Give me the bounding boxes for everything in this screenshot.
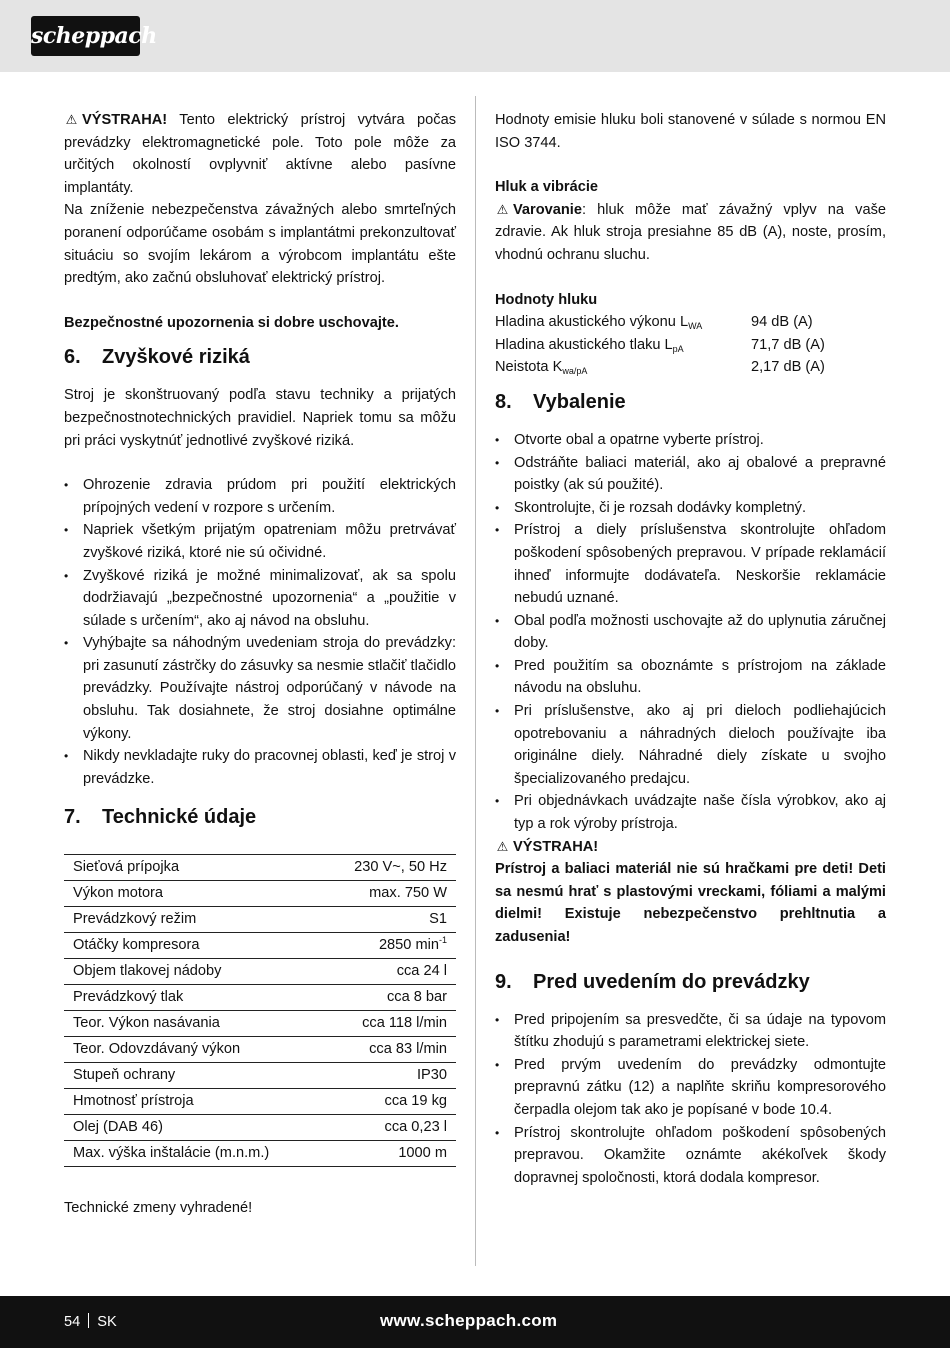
child-safety-warning-label: ⚠ VÝSTRAHA!	[495, 836, 886, 859]
section-9-heading: 9. Pred uvedením do prevádzky	[495, 970, 810, 993]
noise-value-row: Neistota $K_{wa/pA}$ 2,17 dB (A)	[495, 359, 825, 377]
unpacking-list	[495, 429, 886, 836]
technical-data-table	[64, 854, 456, 1167]
table-row: Prevádzkový tlak cca 8 bar	[64, 985, 456, 1011]
list-item: • Pred použitím sa oboznámte s prístrojom na základe návodu na obsluhu.	[495, 655, 886, 700]
table-row: Stupeň ochrany IP30	[64, 1063, 456, 1089]
emf-warning	[64, 109, 456, 199]
page-info	[64, 1311, 117, 1333]
commissioning-list	[495, 1009, 886, 1190]
keep-safety-notice: Bezpečnostné upozornenia si dobre uschovajte.	[64, 314, 399, 331]
list-item: • Otvorte obal a opatrne vyberte prístroj.	[495, 429, 886, 452]
list-item: • Ohrozenie zdravia prúdom pri použití elektrických prípojných vedení v rozpore s určením.	[64, 474, 456, 519]
table-row: Olej (DAB 46) cca 0,23 l	[64, 1115, 456, 1141]
warning-triangle-icon: ⚠	[496, 838, 509, 854]
list-item: • Pri príslušenstve, ako aj pri dieloch podliehajúcich opotrebovaniu a náhradných dieloch používajte iba originálne diely. Náhradné diely získate u svojho špecializovaného predajcu.	[495, 700, 886, 790]
list-item: • Pred prvým uvedením do prevádzky odmontujte prepravnú zátku (12) a naplňte skriňu kompresorového čerpadla olejom tak ako je popísané v bode 10.4.	[495, 1054, 886, 1122]
list-item: • Prístroj a diely príslušenstva skontrolujte ohľadom poškodení spôsobených prepravou. V prípade reklamácií ihneď informujte dodávateľa. Neskoršie reklamácie nebudú uznané.	[495, 519, 886, 609]
section-6-heading: 6. Zvyškové riziká	[64, 346, 250, 369]
list-item: • Odstráňte baliaci materiál, ako aj obalové a prepravné poistky (ak sú použité).	[495, 452, 886, 497]
table-row: Hmotnosť prístroja cca 19 kg	[64, 1089, 456, 1115]
left-column	[64, 109, 456, 1220]
table-row: Prevádzkový režim S1	[64, 907, 456, 933]
table-row: Otáčky kompresora 2850 $\min^{-1}$	[64, 933, 456, 959]
list-item: • Obal podľa možnosti uschovajte až do uplynutia záručnej doby.	[495, 610, 886, 655]
table-row: Teor. Odovzdávaný výkon cca 83 l/min	[64, 1037, 456, 1063]
list-item: • Zvyškové riziká je možné minimalizovať, ak sa spolu dodržiavajú „bezpečnostné upozornenia“ a „použitie v súlade s určením“, ako aj návod na obsluhu.	[64, 565, 456, 633]
warning-text: Tento elektrický prístroj vytvára počas prevádzky elektromagnetické pole. Toto pole môže za určitých okolností ovplyvniť aktívne alebo pasívne implantáty.	[64, 112, 456, 196]
list-item: • Pred pripojením sa presvedčte, či sa údaje na typovom štítku zhodujú s parametrami elektrickej siete.	[495, 1009, 886, 1054]
noise-value-row: Hladina akustického výkonu $L_{WA}$ 94 dB (A)	[495, 314, 813, 332]
noise-values-heading: Hodnoty hluku	[495, 291, 598, 308]
noise-emission-text: Hodnoty emisie hluku boli stanovené v súlade s normou EN ISO 3744.	[495, 112, 886, 151]
list-item: • Napriek všetkým prijatým opatreniam môžu pretrvávať zvyškové riziká, ktoré nie sú očividné.	[64, 519, 456, 564]
list-item: • Nikdy nevkladajte ruky do pracovnej oblasti, keď je stroj v prevádzke.	[64, 745, 456, 790]
warning-triangle-icon: ⚠	[496, 201, 509, 217]
list-item: • Pri objednávkach uvádzajte naše čísla výrobkov, ako aj typ a rok výroby prístroja.	[495, 790, 886, 835]
list-item: • Skontrolujte, či je rozsah dodávky kompletný.	[495, 497, 886, 520]
list-item: • Prístroj skontrolujte ohľadom poškodení spôsobených prepravou. Okamžite oznámte akékoľvek škody dopravnej spoločnosti, ktorá dodala kompresor.	[495, 1122, 886, 1190]
section-8-heading: 8. Vybalenie	[495, 390, 626, 413]
warning-label: VÝSTRAHA!	[82, 112, 168, 128]
table-row: Teor. Výkon nasávania cca 118 l/min	[64, 1011, 456, 1037]
brand-logo: scheppach	[31, 16, 140, 56]
list-item: • Vyhýbajte sa náhodným uvedeniam stroja do prevádzky: pri zasunutí zástrčky do zásuvky sa nesmie stlačiť tlačidlo prevádzky. Používajte nástroj odporúčaný v návode na obsluhu. Tak dosiahnete, že stroj dosiahne optimálne výkony.	[64, 632, 456, 745]
noise-warning: ⚠ Varovanie: hluk môže mať závažný vplyv na vaše zdravie. Ak hluk stroja presiahne 85 dB (A), noste, prosím, vhodnú ochranu sluchu.	[495, 199, 886, 267]
section-6-intro: Stroj je skonštruovaný podľa stavu techniky a prijatých bezpečnostnotechnických pravidiel. Napriek tomu sa môžu pri práci vyskytnúť jednotlivé zvyškové riziká.	[64, 387, 456, 449]
noise-vibration-heading: Hluk a vibrácie	[495, 179, 599, 196]
table-row: Objem tlakovej nádoby cca 24 l	[64, 959, 456, 985]
table-row: Výkon motora max. 750 W	[64, 881, 456, 907]
table-row: Sieťová prípojka 230 V~, 50 Hz	[64, 855, 456, 881]
noise-value-row: Hladina akustického tlaku $L_{pA}$ 71,7 dB (A)	[495, 336, 825, 354]
table-row: Max. výška inštalácie (m.n.m.) 1000 m	[64, 1141, 456, 1167]
warning-triangle-icon: ⚠	[65, 112, 78, 127]
child-safety-warning-text: Prístroj a baliaci materiál nie sú hračkami pre deti! Deti sa nesmú hrať s plastovými vreckami, fóliami a malými dielmi! Existuje nebezpečenstvo prehltnutia a zadusenia!	[495, 861, 886, 945]
right-column	[495, 109, 886, 1189]
language-code: SK	[97, 1314, 117, 1330]
website-link[interactable]: www.scheppach.com	[380, 1311, 558, 1330]
section-7-heading: 7. Technické údaje	[64, 806, 257, 829]
column-divider	[475, 96, 476, 1266]
page-footer	[0, 1296, 950, 1348]
page-header	[0, 0, 950, 72]
residual-risks-list	[64, 474, 456, 790]
technical-changes-note: Technické zmeny vyhradené!	[64, 1200, 253, 1217]
page-number: 54	[64, 1314, 81, 1330]
warning-text-implants: Na zníženie nebezpečenstva závažných alebo smrteľných poranení odporúčame osobám s implantátmi prekonzultovať situáciu so svojím lekárom a výrobcom implantátu ešte predtým, ako začnú obsluhovať elektrický prístroj.	[64, 202, 456, 287]
